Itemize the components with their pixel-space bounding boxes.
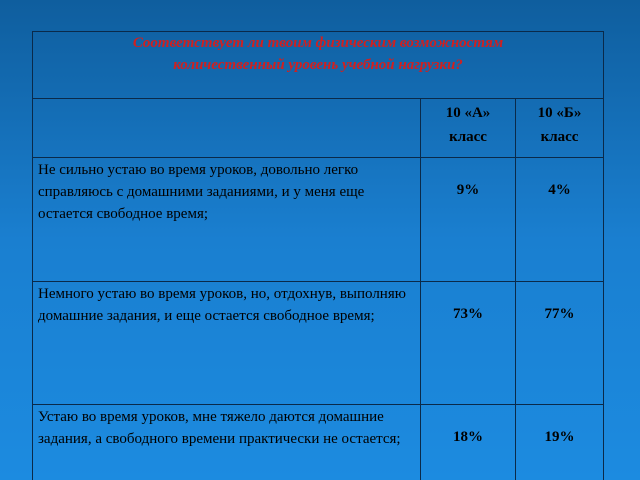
- header-row: [33, 99, 604, 158]
- table-row: [33, 158, 604, 282]
- row-statement: Немного устаю во время уроков, но, отдохнув, выполняю домашние задания, и еще остается свободное время;: [33, 282, 421, 405]
- table-row: [33, 282, 604, 405]
- row-statement: Устаю во время уроков, мне тяжело даются домашние задания, а свободного времени практически не остается;: [33, 405, 421, 480]
- row-value-10b: 4%: [516, 158, 604, 282]
- column-header-10a-line2: класс: [449, 129, 487, 145]
- survey-table: [32, 31, 604, 480]
- title-line-1: Соответствует ли твоим физическим возможностям: [132, 35, 504, 51]
- row-value-10b: 19%: [516, 405, 604, 480]
- row-value-10a: 73%: [421, 282, 516, 405]
- row-value-10a: 9%: [421, 158, 516, 282]
- column-header-10b: [516, 99, 604, 158]
- row-value-10b: 77%: [516, 282, 604, 405]
- column-header-10a: [421, 99, 516, 158]
- row-value-10a: 18%: [421, 405, 516, 480]
- column-header-10b-line1: 10 «Б»: [537, 105, 582, 121]
- row-statement: Не сильно устаю во время уроков, довольно легко справляюсь с домашними заданиями, и у меня еще остается свободное время;: [33, 158, 421, 282]
- title-line-2: количественный уровень учебной нагрузки?: [173, 57, 463, 73]
- empty-header-cell: [33, 99, 421, 158]
- title-row: [33, 32, 604, 99]
- column-header-10a-line1: 10 «А»: [445, 105, 491, 121]
- column-header-10b-line2: класс: [540, 129, 579, 145]
- table-row: [33, 405, 604, 480]
- table-title: [33, 32, 604, 99]
